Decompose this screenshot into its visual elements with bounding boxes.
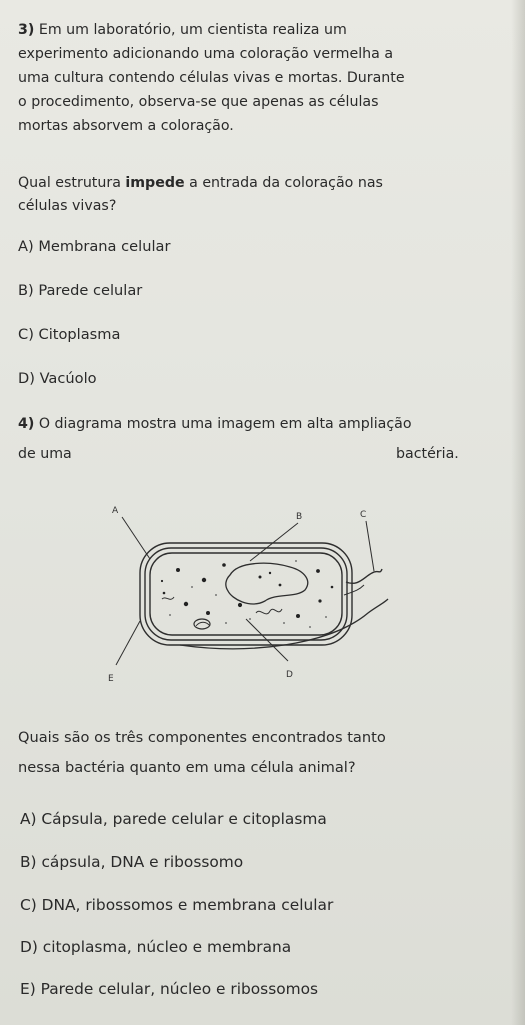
page-edge-shadow	[511, 0, 525, 1025]
question-4-stem-line-1: 4) O diagrama mostra uma imagem em alta ampliação	[18, 416, 412, 432]
question-4-stem-line-2b: bactéria.	[396, 446, 459, 462]
q3-option-c[interactable]: C) Citoplasma	[18, 326, 121, 343]
q4-option-b[interactable]: B) cápsula, DNA e ribossomo	[20, 853, 244, 871]
diagram-label-c: C	[360, 510, 367, 520]
q4-option-d[interactable]: D) citoplasma, núcleo e membrana	[20, 938, 292, 956]
q3-line-3: uma cultura contendo células vivas e mortas. Durante	[18, 70, 405, 86]
q3-option-a[interactable]: A) Membrana celular	[18, 238, 171, 255]
cell-wall-outline	[145, 548, 347, 640]
q3-prompt-line-2: células vivas?	[18, 198, 117, 214]
diagram-label-e: E	[108, 674, 114, 684]
q3-line-5: mortas absorvem a coloração.	[18, 118, 234, 134]
label-a-line	[122, 517, 150, 559]
emphasis-impede: impede	[125, 175, 185, 191]
q4-option-c[interactable]: C) DNA, ribossomos e membrana celular	[20, 896, 334, 914]
question-4-stem-line-2a: de uma	[18, 446, 72, 462]
q3-line-4: o procedimento, observa-se que apenas as células	[18, 94, 379, 110]
label-b-line	[250, 523, 298, 561]
label-e-line	[116, 621, 140, 665]
q3-option-d[interactable]: D) Vacúolo	[18, 370, 97, 387]
q3-option-b[interactable]: B) Parede celular	[18, 282, 143, 299]
q4-option-a[interactable]: A) Cápsula, parede celular e citoplasma	[20, 810, 327, 828]
q3-prompt-line-1: Qual estrutura impede a entrada da coloração nas	[18, 175, 383, 191]
capsule-outline	[140, 543, 352, 645]
diagram-label-a: A	[112, 506, 119, 516]
question-3-number: 3)	[18, 22, 35, 38]
diagram-label-b: B	[296, 512, 303, 522]
q4-prompt-line-1: Quais são os três componentes encontrados tanto	[18, 729, 386, 746]
diagram-label-d: D	[286, 670, 293, 680]
q3-line-1: Em um laboratório, um cientista realiza um	[38, 22, 347, 38]
bacterium-diagram	[100, 495, 420, 705]
dna-region	[226, 563, 308, 604]
q4-prompt-line-2: nessa bactéria quanto em uma célula animal?	[18, 759, 356, 776]
q3-line-2: experimento adicionando uma coloração vermelha a	[18, 46, 394, 62]
label-c-line	[366, 521, 374, 571]
q4-option-e[interactable]: E) Parede celular, núcleo e ribossomos	[20, 980, 319, 998]
question-4-number: 4)	[18, 416, 35, 432]
